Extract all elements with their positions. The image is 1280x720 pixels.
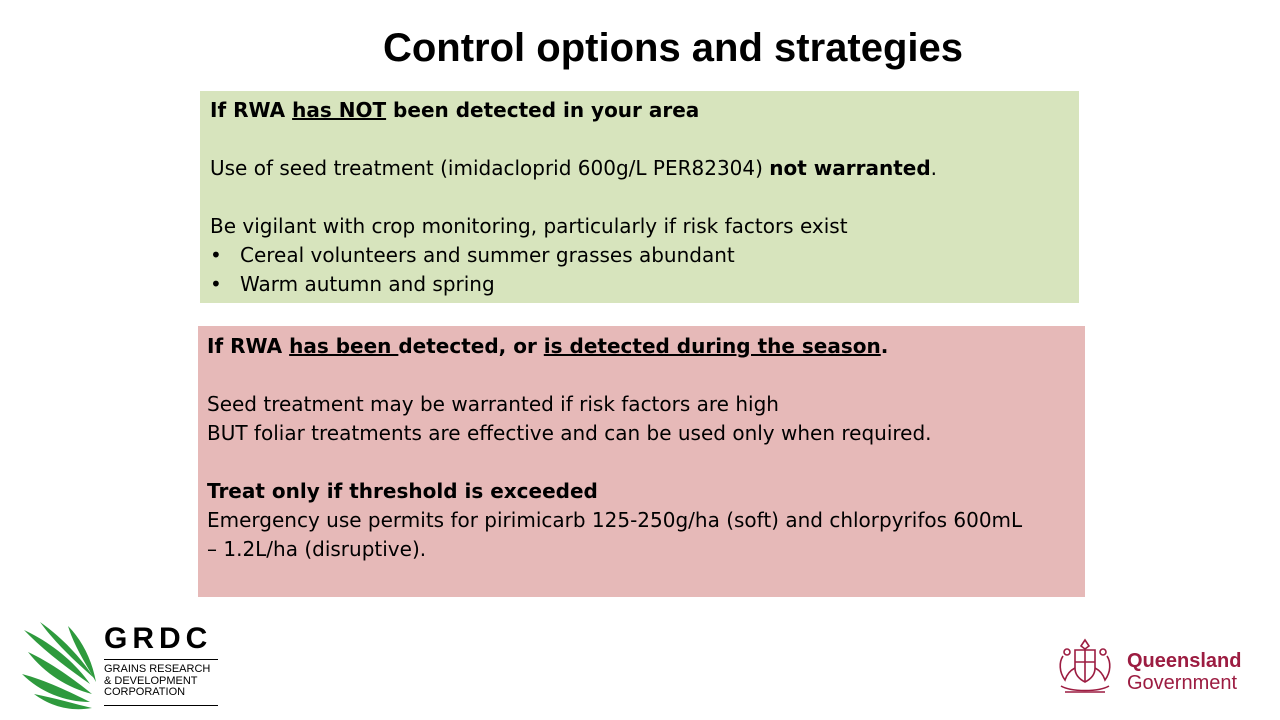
heading-text: been detected in your area xyxy=(386,98,700,122)
list-item-text: Warm autumn and spring xyxy=(240,272,495,296)
seed-text: . xyxy=(930,156,938,180)
vigilant-line: Be vigilant with crop monitoring, particularly if risk factors exist xyxy=(210,214,848,238)
list-item xyxy=(210,270,1069,299)
permits-text: Emergency use permits for pirimicarb 125-250g/ha (soft) and chlorpyrifos 600mL – 1.2L/ha (disruptive). xyxy=(207,508,1023,561)
not-detected-heading xyxy=(210,96,1069,125)
grdc-divider xyxy=(104,705,218,706)
qld-name-line: Queensland xyxy=(1127,650,1242,672)
grdc-name-line: GRAINS RESEARCH xyxy=(104,663,211,675)
heading-emphasis: has NOT xyxy=(292,98,387,122)
heading-text: . xyxy=(880,334,889,358)
queensland-government-wordmark xyxy=(1127,650,1241,694)
grdc-full-name xyxy=(104,664,224,699)
grdc-name-line: CORPORATION xyxy=(104,686,186,698)
queensland-crest-icon xyxy=(1055,636,1115,698)
heading-text: detected, or xyxy=(398,334,544,358)
treat-heading: Treat only if threshold is exceeded xyxy=(207,479,598,503)
qld-name-line: Government xyxy=(1127,672,1238,694)
seed-emphasis: not warranted xyxy=(769,156,931,180)
grdc-divider xyxy=(104,659,218,660)
heading-emphasis: has been xyxy=(289,334,399,358)
detected-heading xyxy=(207,332,1076,361)
heading-emphasis: is detected during the season xyxy=(543,334,881,358)
grdc-wordmark: GRDC xyxy=(104,622,213,655)
seed-text: Use of seed treatment (imidacloprid 600g/L PER82304) xyxy=(210,156,770,180)
seed-warranted-line: Seed treatment may be warranted if risk factors are high xyxy=(207,392,779,416)
list-item xyxy=(210,241,1069,270)
grdc-name-line: & DEVELOPMENT xyxy=(104,674,198,687)
list-item-text: Cereal volunteers and summer grasses abundant xyxy=(240,243,735,267)
slide-title: Control options and strategies xyxy=(382,26,964,70)
seed-treatment-line xyxy=(210,154,1069,183)
heading-text: If RWA xyxy=(210,98,293,122)
heading-text: If RWA xyxy=(207,334,290,358)
bullet-icon: • xyxy=(210,272,222,296)
not-detected-panel xyxy=(200,91,1079,303)
bullet-icon: • xyxy=(210,243,222,267)
detected-panel xyxy=(198,326,1085,597)
foliar-line: BUT foliar treatments are effective and can be used only when required. xyxy=(207,421,932,445)
